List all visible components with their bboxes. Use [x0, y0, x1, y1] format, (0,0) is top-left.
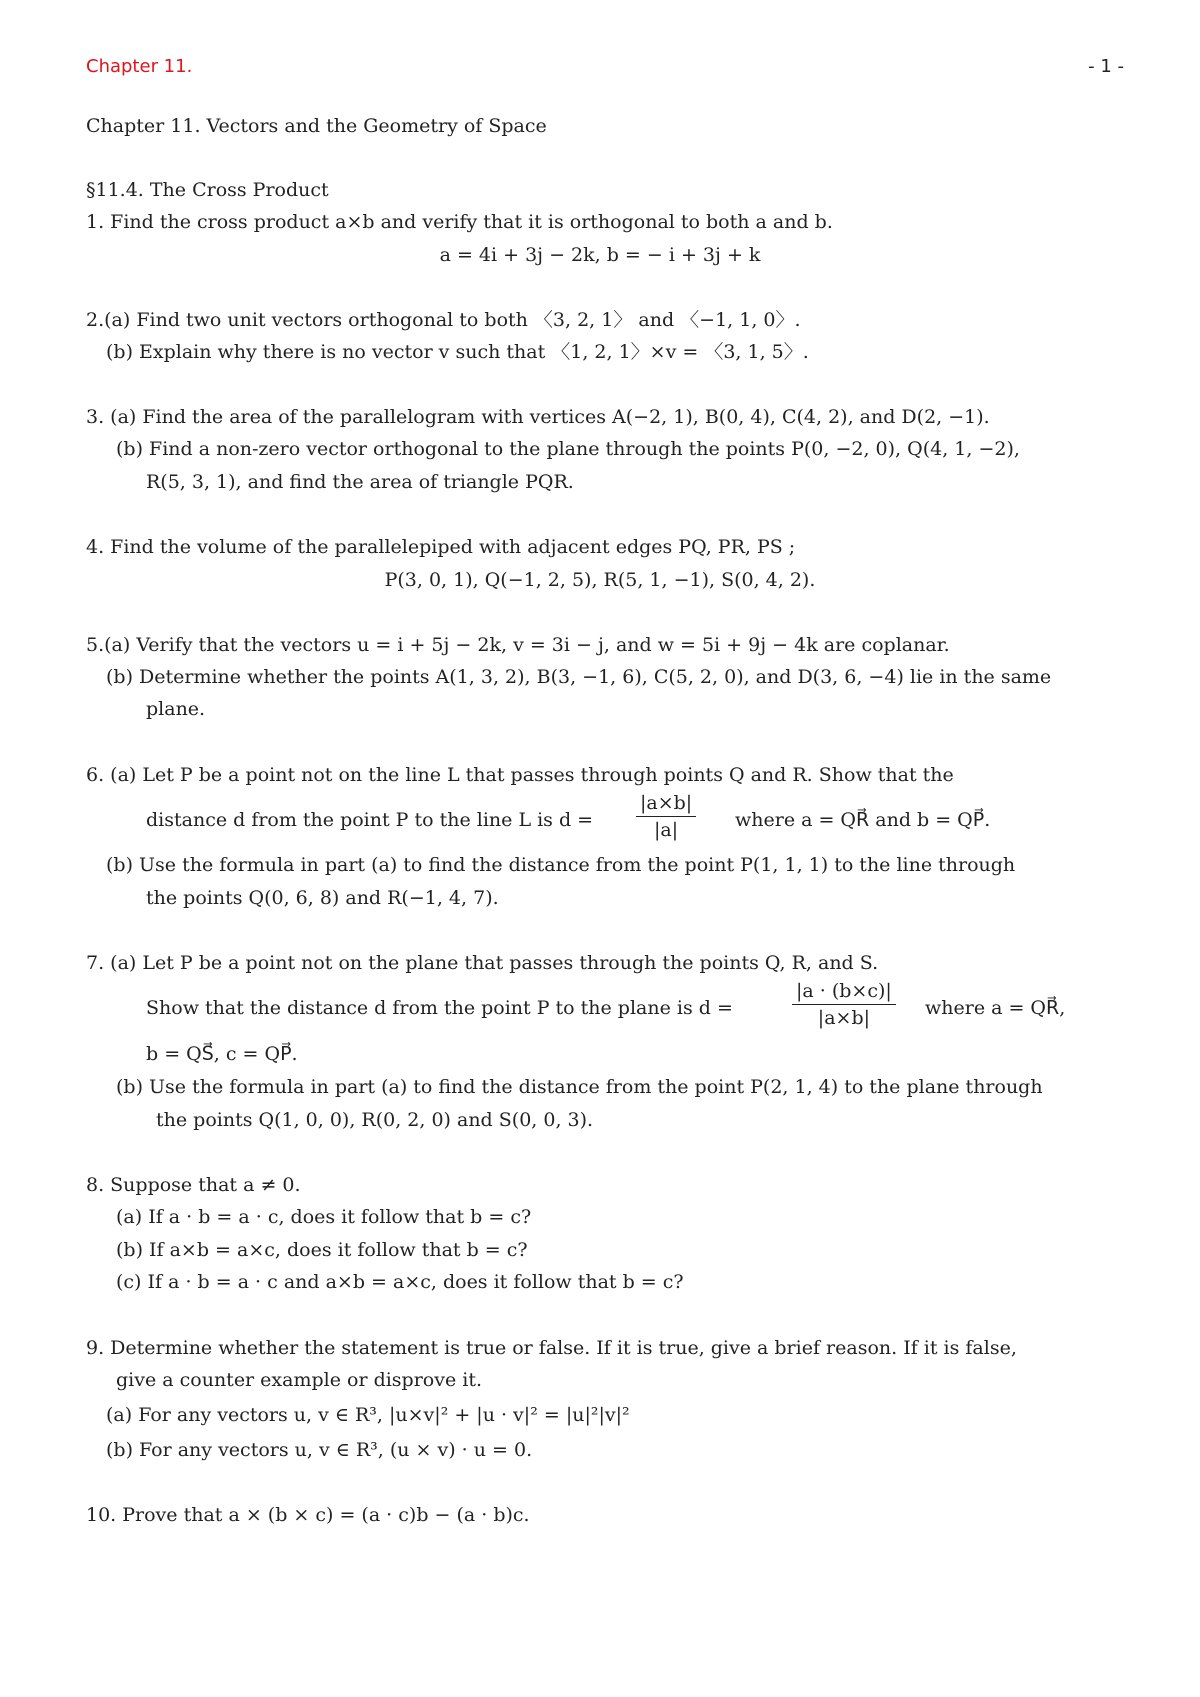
- problem-1-vectors: a = 4i + 3j − 2k, b = − i + 3j + k: [439, 244, 761, 266]
- problem-10-text: 10. Prove that a × (b × c) = (a · c)b − (a · b)c.: [86, 1504, 530, 1526]
- problem-9-stem: 9. Determine whether the statement is true or false. If it is true, give a brief reason. If it is false,: [86, 1337, 1017, 1359]
- problem-7a-formula-tail: where a = QR⃗,: [925, 997, 1066, 1019]
- header-page-number: - 1 -: [1088, 56, 1124, 77]
- problem-9-stem-continuation: give a counter example or disprove it.: [116, 1369, 483, 1391]
- problem-5b-continuation: plane.: [146, 698, 206, 720]
- header-chapter: Chapter 11.: [86, 56, 193, 77]
- document-title: Chapter 11. Vectors and the Geometry of Space: [86, 115, 547, 137]
- problem-7a-text: 7. (a) Let P be a point not on the plane that passes through the points Q, R, and S.: [86, 952, 879, 974]
- problem-7-distance-fraction: [792, 980, 896, 1029]
- problem-4-points: P(3, 0, 1), Q(−1, 2, 5), R(5, 1, −1), S(0, 4, 2).: [384, 569, 816, 591]
- problem-3b-continuation: R(5, 3, 1), and find the area of triangle PQR.: [146, 471, 574, 493]
- problem-6a-text: 6. (a) Let P be a point not on the line L that passes through points Q and R. Show that the: [86, 764, 954, 786]
- problem-6a-formula-tail: where a = QR⃗ and b = QP⃗.: [735, 809, 991, 831]
- fraction-denominator: |a×b|: [817, 1007, 871, 1029]
- problem-8c-text: (c) If a · b = a · c and a×b = a×c, does it follow that b = c?: [116, 1271, 684, 1293]
- problem-8b-text: (b) If a×b = a×c, does it follow that b = c?: [116, 1239, 528, 1261]
- problem-6-distance-fraction: [636, 792, 696, 841]
- problem-3a-text: 3. (a) Find the area of the parallelogram with vertices A(−2, 1), B(0, 4), C(4, 2), and D(2, −1).: [86, 406, 990, 428]
- problem-5b-text: (b) Determine whether the points A(1, 3, 2), B(3, −1, 6), C(5, 2, 0), and D(3, 6, −4) lie in the same: [106, 666, 1052, 688]
- fraction-numerator: |a×b|: [636, 792, 696, 817]
- problem-9a-text: (a) For any vectors u, v ∈ R³, |u×v|² + |u · v|² = |u|²|v|²: [106, 1404, 630, 1426]
- problem-7a-formula-lead: Show that the distance d from the point P to the plane is d =: [146, 997, 733, 1019]
- problem-6b-text: (b) Use the formula in part (a) to find the distance from the point P(1, 1, 1) to the line through: [106, 854, 1016, 876]
- fraction-denominator: |a|: [654, 819, 679, 841]
- problem-2a-text: 2.(a) Find two unit vectors orthogonal to both 〈3, 2, 1〉 and 〈−1, 1, 0〉.: [86, 309, 801, 331]
- problem-4-text: 4. Find the volume of the parallelepiped with adjacent edges PQ, PR, PS ;: [86, 536, 796, 558]
- problem-5a-text: 5.(a) Verify that the vectors u = i + 5j − 2k, v = 3i − j, and w = 5i + 9j − 4k are coplanar.: [86, 634, 950, 656]
- problem-7b-continuation: the points Q(1, 0, 0), R(0, 2, 0) and S(0, 0, 3).: [156, 1109, 594, 1131]
- problem-1-text: 1. Find the cross product a×b and verify that it is orthogonal to both a and b.: [86, 211, 833, 233]
- problem-2b-text: (b) Explain why there is no vector v such that 〈1, 2, 1〉×v = 〈3, 1, 5〉.: [106, 341, 809, 363]
- problem-6b-continuation: the points Q(0, 6, 8) and R(−1, 4, 7).: [146, 887, 499, 909]
- problem-6a-formula-lead: distance d from the point P to the line L is d =: [146, 809, 594, 831]
- problem-3b-text: (b) Find a non-zero vector orthogonal to the plane through the points P(0, −2, 0), Q(4, 1, −2),: [116, 438, 1020, 460]
- problem-7a-definitions: b = QS⃗, c = QP⃗.: [146, 1043, 298, 1065]
- problem-7b-text: (b) Use the formula in part (a) to find the distance from the point P(2, 1, 4) to the plane through: [116, 1076, 1043, 1098]
- problem-8-stem: 8. Suppose that a ≠ 0.: [86, 1174, 301, 1196]
- problem-9b-text: (b) For any vectors u, v ∈ R³, (u × v) · u = 0.: [106, 1439, 533, 1461]
- problem-8a-text: (a) If a · b = a · c, does it follow that b = c?: [116, 1206, 532, 1228]
- section-heading: §11.4. The Cross Product: [86, 179, 329, 201]
- fraction-numerator: |a · (b×c)|: [792, 980, 896, 1005]
